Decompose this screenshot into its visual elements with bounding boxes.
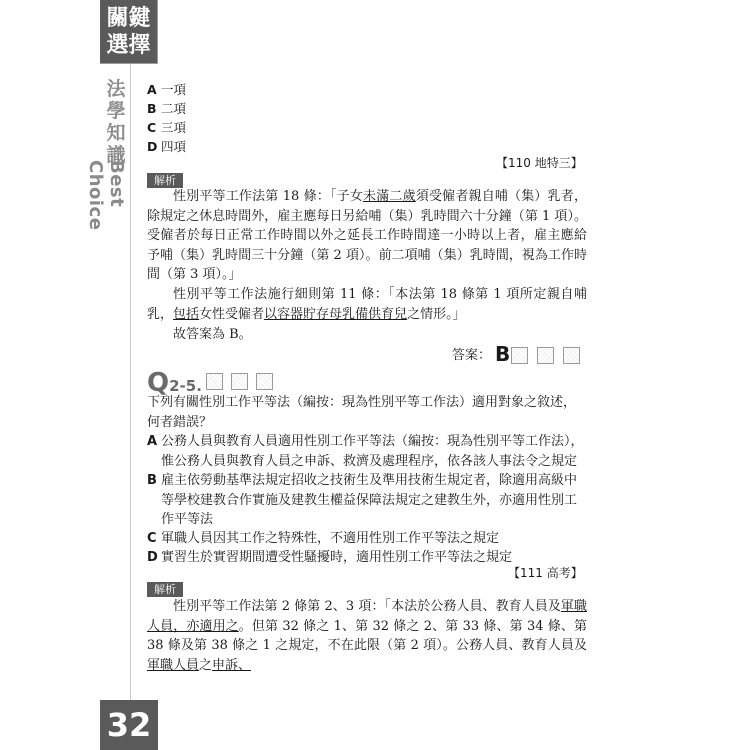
option-c: C 三項 [147, 120, 187, 135]
option-b: B 二項 [147, 101, 187, 116]
source-tag: 【111 高考】 [508, 566, 583, 580]
explanation-conclusion: 故答案為 B。 [173, 327, 252, 342]
side-english-title: Best Choice [85, 160, 127, 231]
source-tag: 【110 地特三】 [496, 156, 583, 170]
explanation-paragraph-1: 性別平等工作法第 18 條：「子女未滿二歲須受僱者親自哺（集）乳者，除規定之休息時間外，雇主應每日另給哺（集）乳時間六十分鐘（第 1 項）。受僱者於每日正常工作時間以外之延長工作時間達一小時以上者，雇主應給予哺（集）乳時間三十分鐘（第 2 項）。前二項哺（集）乳時間，視為工作時間（第 3 項）。」 [147, 189, 587, 282]
choice-b: B 雇主依勞動基準法規定招收之技術生及準用技術生規定者，除適用高級中等學校建教合作實施及建教生權益保障法規定之建教生外，亦適用性別工作平等法 [147, 473, 578, 527]
option-d: D 四項 [147, 139, 187, 154]
check-box[interactable] [256, 373, 273, 390]
explanation-label: 解析 [147, 173, 183, 188]
answer: 答案： B [452, 342, 511, 366]
choice-d: D 實習生於實習期間遭受性騷擾時，適用性別工作平等法之規定 [147, 550, 513, 565]
side-subject: 法學知識 [106, 78, 126, 166]
check-box[interactable] [563, 347, 580, 364]
choice-c: C 軍職人員因其工作之特殊性，不適用性別工作平等法之規定 [147, 531, 500, 546]
choice-a: A 公務人員與教育人員適用性別工作平等法（編按：現為性別平等工作法），惟公務人員與教育人員之申訴、救濟及處理程序，依各該人事法令之規定 [147, 434, 584, 469]
check-box[interactable] [206, 373, 223, 390]
check-box[interactable] [537, 347, 554, 364]
explanation-label: 解析 [147, 582, 183, 597]
question-number: Q2-5. [147, 368, 202, 398]
question-stem: 下列有關性別工作平等法（編按：現為性別平等工作法）適用對象之敘述，何者錯誤？ [147, 395, 577, 430]
option-a: A 一項 [147, 82, 187, 97]
explanation-paragraph-2: 性別平等工作法施行細則第 11 條：「本法第 18 條第 1 項所定親自哺乳，包括女性受僱者以容器貯存母乳備供育兒之情形。」 [147, 287, 587, 322]
explanation-paragraph: 性別平等工作法第 2 條第 2、3 項：「本法於公務人員、教育人員及軍職人員，亦適用之。但第 32 條之 1、第 32 條之 2、第 33 條、第 34 條、第 38 條及第 38 條之 1 之規定，不在此限（第 2 項）。公務人員、教育人員及軍職人員之申訴、 [147, 599, 587, 673]
chapter-tab: 關鍵選擇 [100, 0, 158, 64]
check-box[interactable] [231, 373, 248, 390]
page-number: 32 [100, 700, 158, 750]
check-box[interactable] [511, 347, 528, 364]
